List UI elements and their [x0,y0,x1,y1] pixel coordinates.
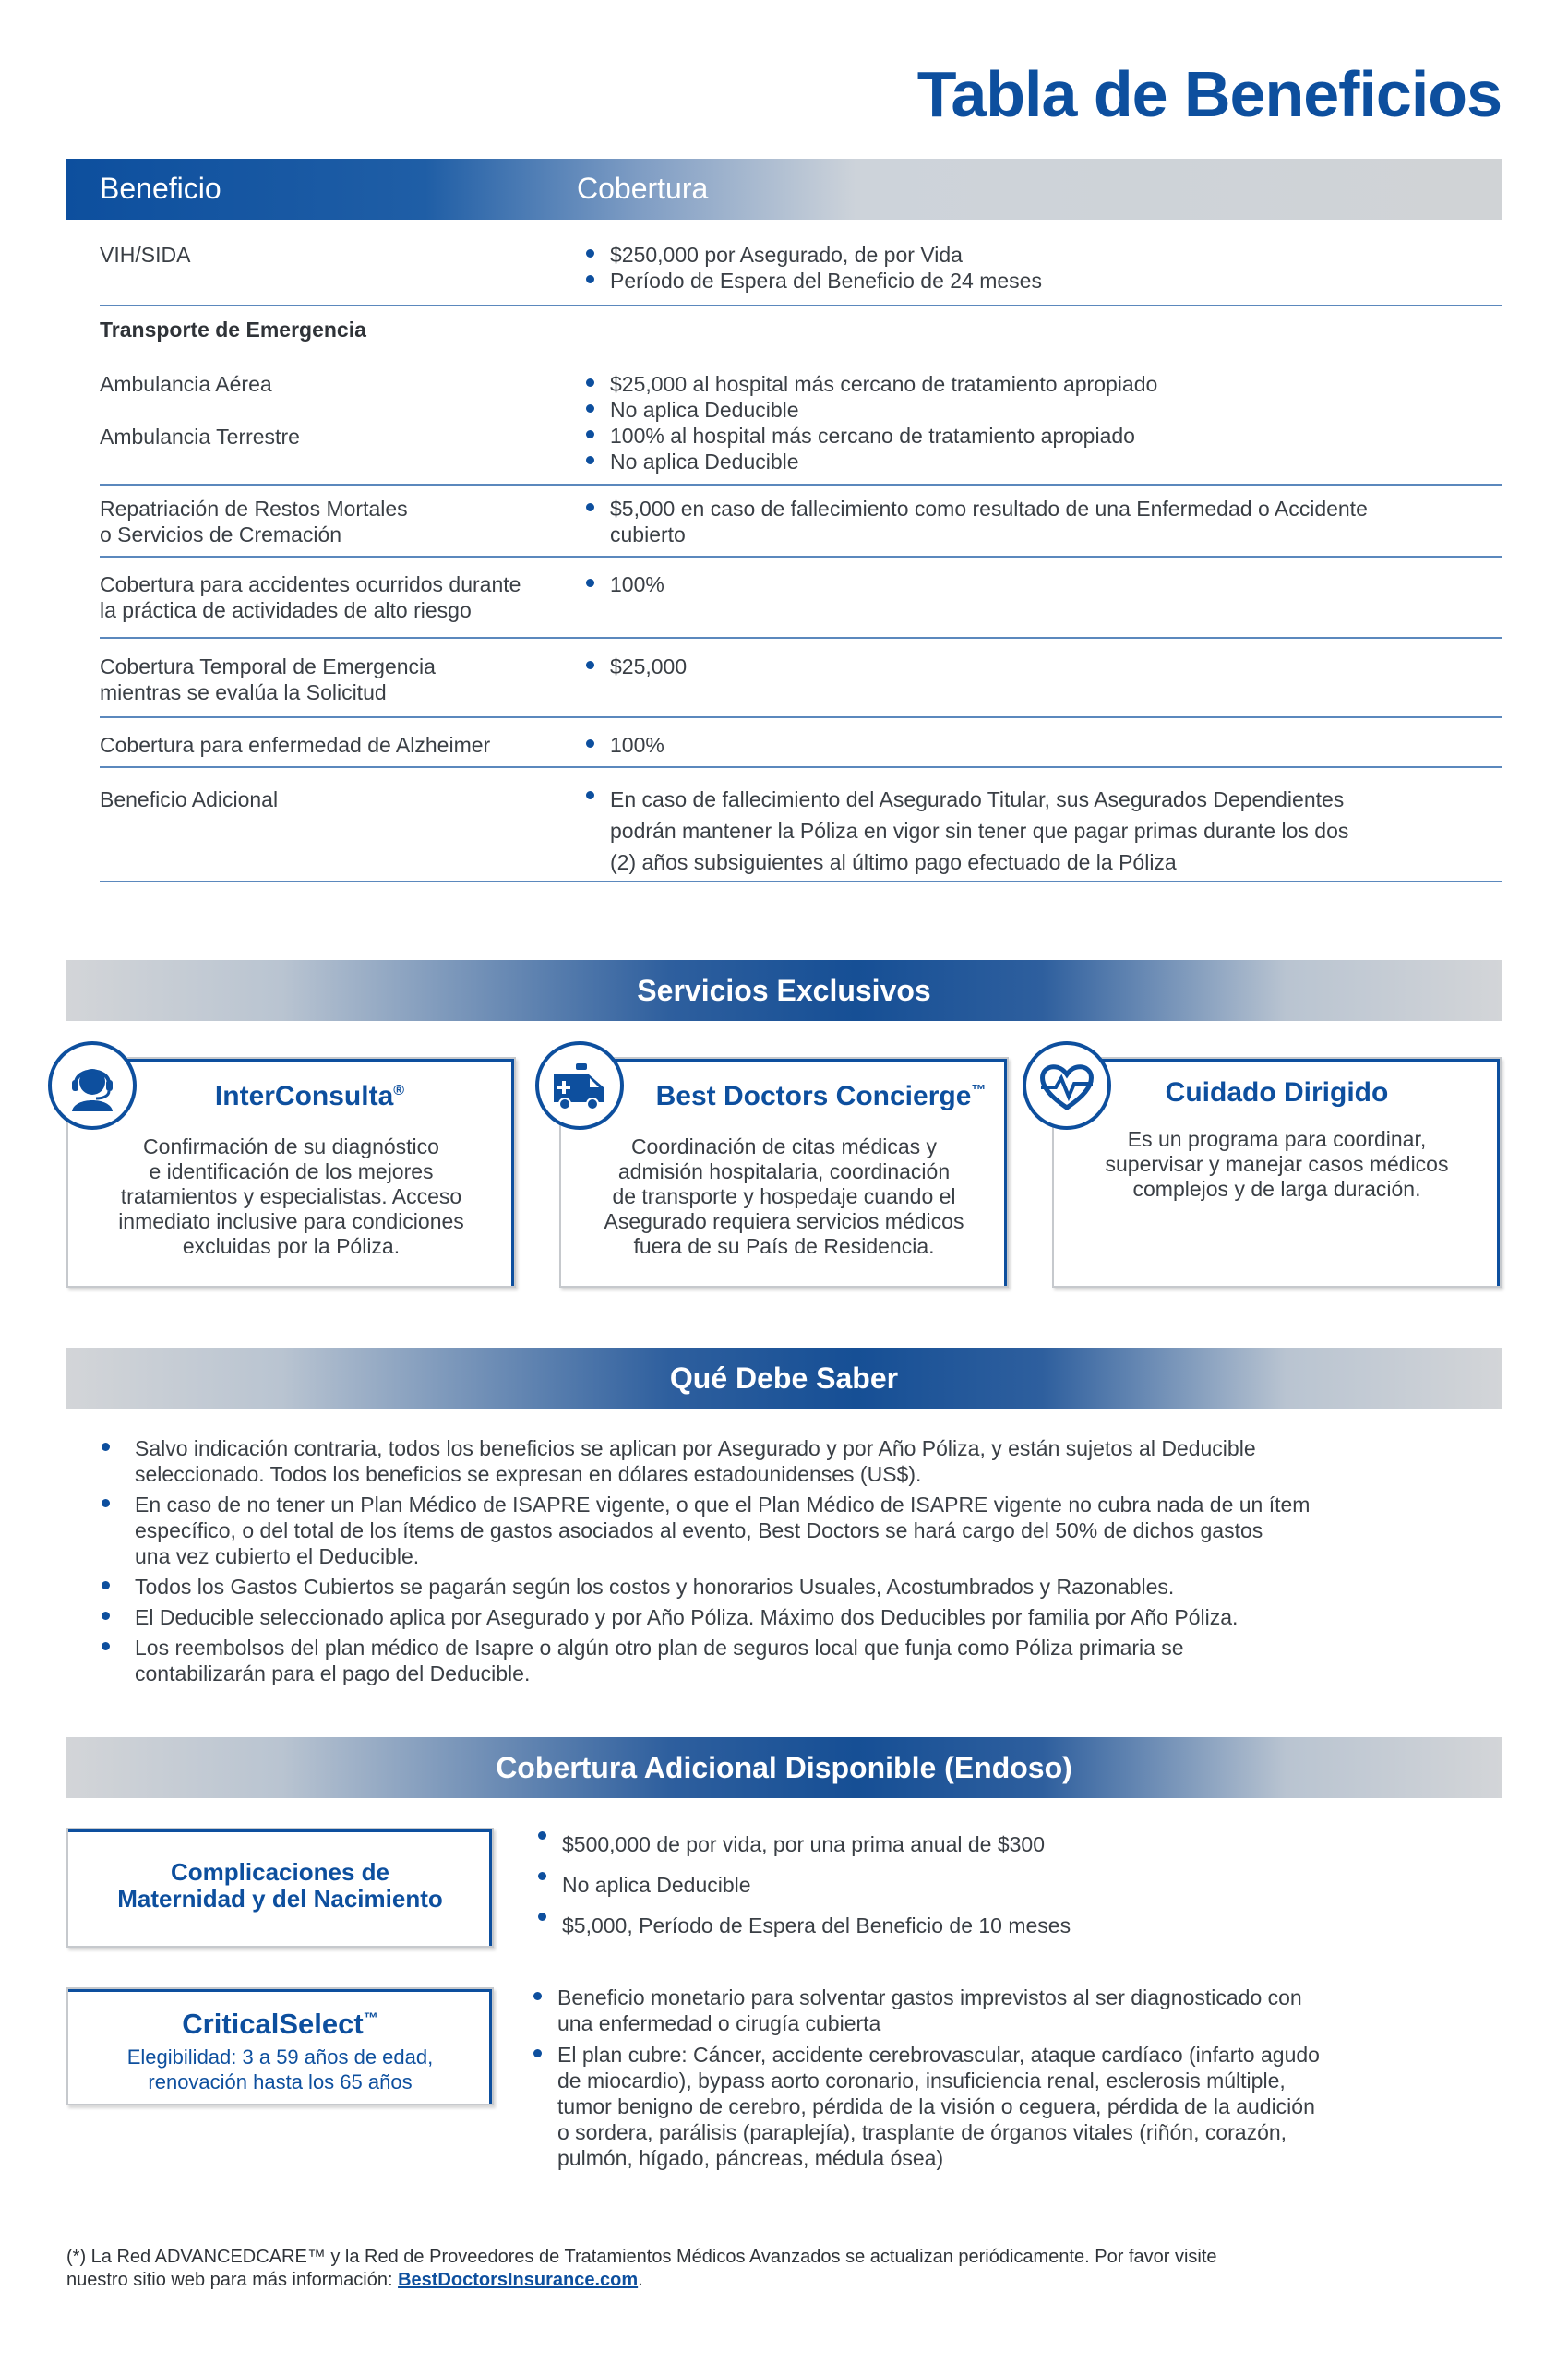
list-item-line: tumor benigno de cerebro, pérdida de la visión o ceguera, pérdida de la audición [557,2094,1315,2118]
row-divider [100,716,1502,718]
coverage-item: $5,000 en caso de fallecimiento como resultado de una Enfermedad o Accidente [577,496,1500,522]
coverage-item: En caso de fallecimiento del Asegurado Titular, sus Asegurados Dependientes [577,784,1500,815]
list-item-line: una enfermedad o cirugía cubierta [557,2011,881,2035]
criticalselect-list [524,1985,1502,2171]
service-card-text: Asegurado requiera servicios médicos [604,1209,964,1233]
service-card-text: Coordinación de citas médicas y [630,1134,938,1158]
list-item-line: contabilizarán para el pago del Deducible. [135,1661,531,1685]
benefit-label: Beneficio Adicional [100,787,279,811]
row-divider [100,881,1502,882]
header-coverage: Cobertura [577,172,709,205]
registered-mark: ® [393,1083,405,1098]
additional-coverage-banner: Cobertura Adicional Disponible (Endoso) [66,1737,1502,1798]
list-item [100,1635,1502,1686]
list-item: No aplica Deducible [529,1865,1071,1905]
footnote-line: nuestro sitio web para más información: [66,2270,399,2290]
list-item-line: El plan cubre: Cáncer, accidente cerebrovascular, ataque cardíaco (infarto agudo [557,2043,1320,2067]
service-card-text: supervisar y manejar casos médicos [1105,1152,1449,1176]
benefits-table-header [66,159,1502,220]
row-divider [100,484,1502,486]
coverage-item: $250,000 por Asegurado, de por Vida [577,242,1500,268]
page-title: Tabla de Beneficios [916,58,1502,130]
what-to-know-banner: Qué Debe Saber [66,1348,1502,1409]
header-benefit: Beneficio [100,172,221,205]
list-item [524,2042,1502,2171]
row-divider [100,766,1502,768]
coverage-item-continued: podrán mantener la Póliza en vigor sin tener que pagar primas durante los dos [610,819,1349,843]
services-banner: Servicios Exclusivos [66,960,1502,1021]
criticalselect-eligibility: Elegibilidad: 3 a 59 años de edad, [126,2045,434,2069]
row-divider [100,637,1502,639]
list-item-line: una vez cubierto el Deducible. [135,1544,420,1568]
list-item-line: El Deducible seleccionado aplica por Asegurado y por Año Póliza. Máximo dos Deducibles por familia por Año Póliza. [135,1605,1239,1629]
service-card-cuidado-dirigido [1052,1057,1502,1288]
service-card-text: Confirmación de su diagnóstico [143,1134,439,1158]
list-item [100,1604,1502,1630]
service-card-title: InterConsulta [214,1081,394,1111]
benefit-label: mientras se evalúa la Solicitud [100,680,387,704]
list-item-line: Los reembolsos del plan médico de Isapre o algún otro plan de seguros local que funja como Póliza primaria se [135,1636,1184,1660]
service-card-text: inmediato inclusive para condiciones [118,1209,464,1233]
coverage-item: 100% [577,571,1500,597]
list-item [524,1985,1502,2036]
service-card-text: fuera de su País de Residencia. [633,1234,935,1258]
benefit-label: Cobertura para enfermedad de Alzheimer [100,733,491,757]
footnote [66,2246,1506,2292]
list-item: $500,000 de por vida, por una prima anual de $300 [529,1824,1071,1865]
benefit-label: VIH/SIDA [100,243,191,267]
service-card-text: admisión hospitalaria, coordinación [617,1159,951,1183]
ambulance-icon [535,1041,624,1130]
list-item [100,1492,1502,1569]
benefit-label: Cobertura para accidentes ocurridos durante [100,572,521,596]
service-card-text: complejos y de larga duración. [1132,1177,1421,1201]
know-list [100,1435,1502,1686]
coverage-item: $25,000 [577,654,1500,679]
benefit-label: o Servicios de Cremación [100,522,342,546]
footnote-period: . [638,2270,643,2290]
coverage-item: 100% al hospital más cercano de tratamiento apropiado [577,423,1500,449]
trademark: ™ [363,2010,378,2027]
row-divider [100,556,1502,558]
headset-agent-icon [48,1041,137,1130]
maternity-list [529,1824,1071,1946]
coverage-item: 100% [577,732,1500,758]
list-item-line: Beneficio monetario para solventar gastos imprevistos al ser diagnosticado con [557,1985,1302,2009]
maternity-box [66,1828,494,1948]
service-card-text: de transporte y hospedaje cuando el [612,1184,956,1208]
benefit-label: Ambulancia Aérea [100,372,272,396]
trademark: ™ [971,1083,987,1098]
coverage-item-continued: cubierto [610,522,686,546]
criticalselect-title: CriticalSelect [182,2008,364,2040]
list-item-line: o sordera, parálisis (paraplejía), trasplante de órganos vitales (riñón, corazón, [557,2120,1287,2144]
list-item-line: Salvo indicación contraria, todos los beneficios se aplican por Asegurado y por Año Póliza, y están sujetos al Deducible [135,1436,1256,1460]
list-item-line: Todos los Gastos Cubiertos se pagarán según los costos y honorarios Usuales, Acostumbrados y Razonables. [135,1575,1175,1599]
benefit-label: Ambulancia Terrestre [100,425,300,449]
list-item-line: seleccionado. Todos los beneficios se expresan en dólares estadounidenses (US$). [135,1462,922,1486]
criticalselect-eligibility: renovación hasta los 65 años [148,2070,413,2093]
criticalselect-box [66,1987,494,2105]
list-item [100,1574,1502,1600]
service-card-title: Cuidado Dirigido [1165,1077,1389,1108]
coverage-item-continued: (2) años subsiguientes al último pago efectuado de la Póliza [610,850,1177,874]
maternity-title: Complicaciones de [171,1858,389,1886]
service-card-text: excluidas por la Póliza. [182,1234,401,1258]
row-divider [100,305,1502,306]
service-card-text: e identificación de los mejores [149,1159,434,1183]
list-item-line: específico, o del total de los ítems de gastos asociados al evento, Best Doctors se hará cargo del 50% de dichos gastos [135,1518,1263,1542]
benefit-section-label: Transporte de Emergencia [100,318,366,342]
list-item-line: de miocardio), bypass aorto coronario, insuficiencia renal, esclerosis múltiple, [557,2069,1286,2093]
maternity-title: Maternidad y del Nacimiento [117,1885,443,1913]
coverage-item: No aplica Deducible [577,449,1500,474]
service-card-title: Best Doctors Concierge [655,1081,972,1111]
benefit-label: Cobertura Temporal de Emergencia [100,654,436,678]
coverage-item: Período de Espera del Beneficio de 24 meses [577,268,1500,294]
list-item-line: En caso de no tener un Plan Médico de ISAPRE vigente, o que el Plan Médico de ISAPRE vigente no cubra nada de un ítem [135,1493,1311,1517]
website-link[interactable]: BestDoctorsInsurance.com [398,2270,639,2290]
benefit-label: la práctica de actividades de alto riesgo [100,598,472,622]
benefit-label: Repatriación de Restos Mortales [100,497,408,521]
list-item-line: pulmón, hígado, páncreas, médula ósea) [557,2146,944,2170]
heart-pulse-icon [1023,1041,1111,1130]
coverage-item: No aplica Deducible [577,397,1500,423]
footnote-line: (*) La Red ADVANCEDCARE™ y la Red de Proveedores de Tratamientos Médicos Avanzados se actualizan periódicamente. Por favor visite [66,2247,1217,2267]
service-card-text: Es un programa para coordinar, [1127,1127,1427,1151]
coverage-item: $25,000 al hospital más cercano de tratamiento apropiado [577,371,1500,397]
list-item: $5,000, Período de Espera del Beneficio de 10 meses [529,1905,1071,1946]
service-card-concierge [559,1057,1009,1288]
service-card-text: tratamientos y especialistas. Acceso [120,1184,462,1208]
list-item [100,1435,1502,1487]
